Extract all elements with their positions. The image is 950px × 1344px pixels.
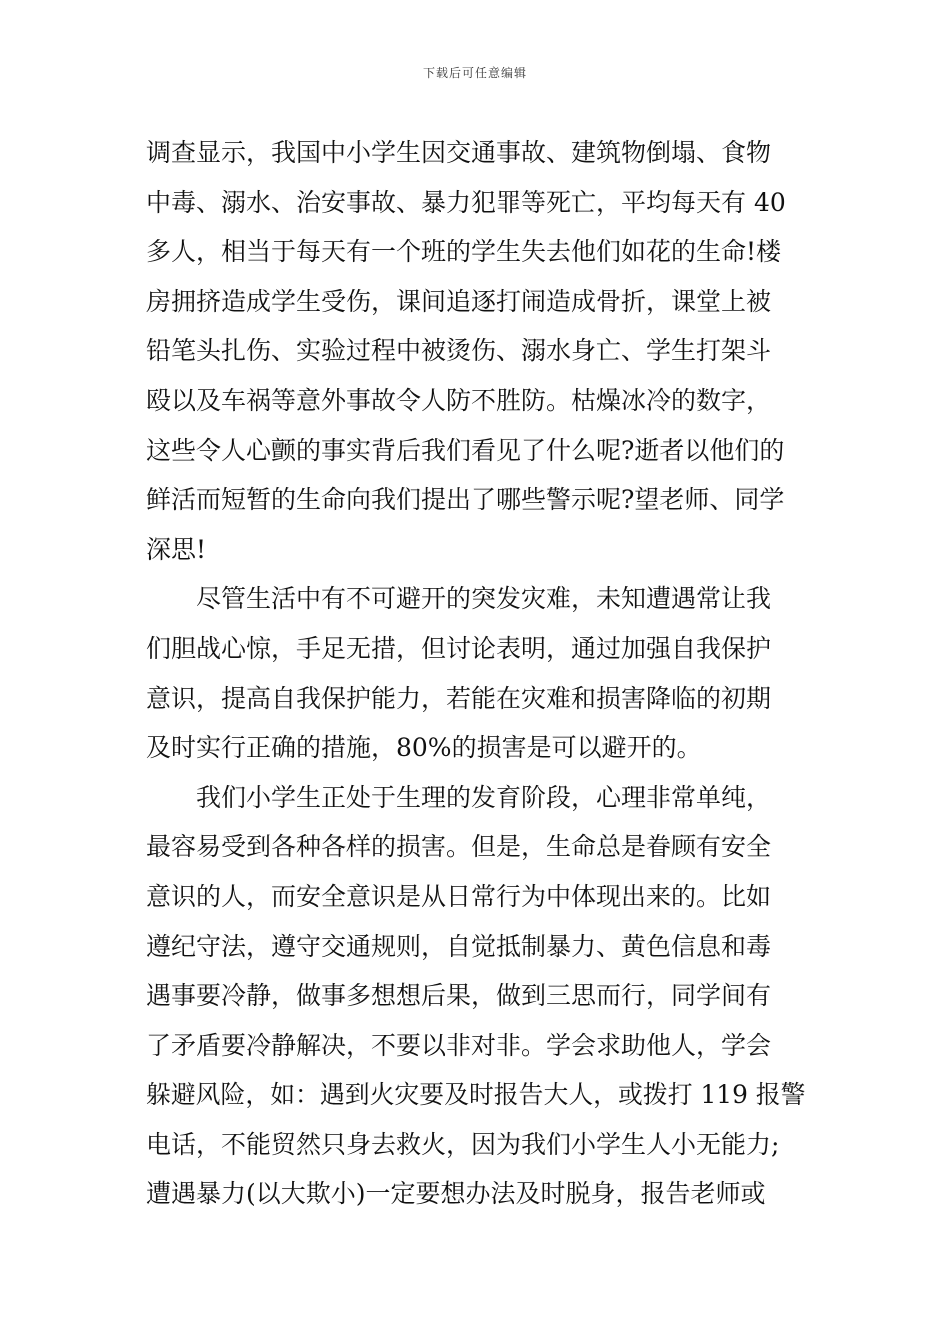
text-line: 多人，相当于每天有一个班的学生失去他们如花的生命!楼 xyxy=(146,237,782,267)
text-line: 我们小学生正处于生理的发育阶段，心理非常单纯， xyxy=(196,782,772,812)
text-line: 最容易受到各种各样的损害。但是，生命总是眷顾有安全 xyxy=(146,832,772,862)
text-line: 遭遇暴力(以大欺小)一定要想办法及时脱身，报告老师或 xyxy=(146,1179,766,1209)
header-note: 下载后可任意编辑 xyxy=(422,66,527,80)
text-line: 遇事要冷静，做事多想想后果，做到三思而行，同学间有 xyxy=(146,981,772,1011)
text-line: 们胆战心惊，手足无措，但讨论表明，通过加强自我保护 xyxy=(146,633,772,663)
text-line: 铅笔头扎伤、实验过程中被烫伤、溺水身亡、学生打架斗 xyxy=(146,336,772,366)
text-line: 调查显示，我国中小学生因交通事故、建筑物倒塌、食物 xyxy=(146,138,772,167)
text-line: 房拥挤造成学生受伤，课间追逐打闹造成骨折，课堂上被 xyxy=(146,286,772,316)
text-line: 电话，不能贸然只身去救火，因为我们小学生人小无能力; xyxy=(146,1129,780,1159)
text-line: 殴以及车祸等意外事故令人防不胜防。枯燥冰冷的数字， xyxy=(146,385,772,415)
text-line: 意识的人，而安全意识是从日常行为中体现出来的。比如 xyxy=(146,881,772,911)
text-line: 遵纪守法，遵守交通规则，自觉抵制暴力、黄色信息和毒 xyxy=(146,931,772,961)
text-line: 这些令人心颤的事实背后我们看见了什么呢?逝者以他们的 xyxy=(146,435,785,465)
text-line: 鲜活而短暂的生命向我们提出了哪些警示呢?望老师、同学 xyxy=(146,485,785,515)
text-line: 深思! xyxy=(146,534,207,564)
text-line: 尽管生活中有不可避开的突发灾难，未知遭遇常让我 xyxy=(196,584,772,614)
text-line: 意识，提高自我保护能力，若能在灾难和损害降临的初期 xyxy=(146,683,772,713)
text-line: 躲避风险，如：遇到火灾要及时报告大人，或拨打 119 报警 xyxy=(146,1080,806,1110)
text-line: 及时实行正确的措施，80%的损害是可以避开的。 xyxy=(146,733,702,763)
text-line: 了矛盾要冷静解决，不要以非对非。学会求助他人，学会 xyxy=(146,1030,772,1060)
text-line: 中毒、溺水、治安事故、暴力犯罪等死亡，平均每天有 40 xyxy=(146,187,786,217)
document-body xyxy=(146,128,806,1219)
